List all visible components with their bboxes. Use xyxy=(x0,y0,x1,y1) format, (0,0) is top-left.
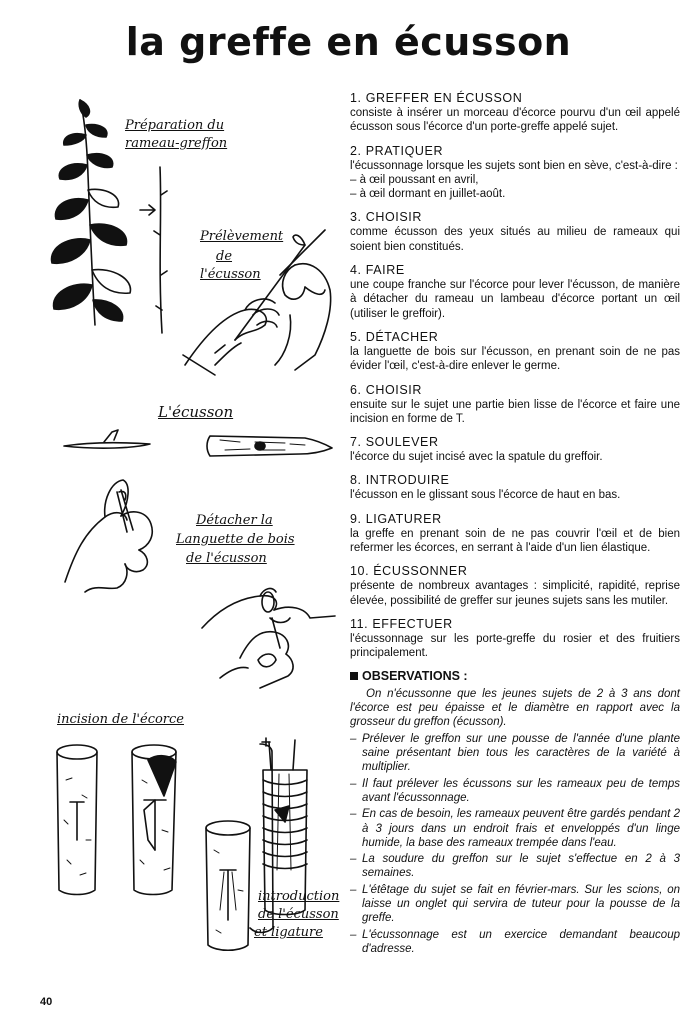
step-block xyxy=(350,209,680,254)
step-block xyxy=(350,434,680,464)
observation-item xyxy=(350,852,680,881)
step-body: l'écusson en le glissant sous l'écorce de haut en bas. xyxy=(350,489,621,502)
observation-item-text: Prélever le greffon sur une pousse de l'année d'une plante saine présentant bien tous les caractères de la variété à multiplier. xyxy=(362,732,680,774)
dash-bullet: – xyxy=(350,853,357,866)
step-heading: 10. ÉCUSSONNER xyxy=(350,564,468,579)
steps-list xyxy=(350,90,680,661)
label-introduction-line2: de l'écusson xyxy=(258,907,339,922)
step-heading: 2. PRATIQUER xyxy=(350,143,444,158)
step-block xyxy=(350,616,680,661)
step-body: l'écussonnage sur les porte-greffe du rosier et des fruitiers principalement. xyxy=(350,632,680,660)
observation-item-text: L'étêtage du sujet se fait en février-mars. Sur les scions, on laisse un onglet qui servira de tuteur pour la pousse de la greffe. xyxy=(362,883,680,925)
step-heading: 3. CHOISIR xyxy=(350,210,422,225)
step-body: l'écussonnage lorsque les sujets sont bien en sève, c'est-à-dire : xyxy=(350,159,678,172)
label-prelevement-line2: de xyxy=(216,249,233,264)
observations-list xyxy=(350,732,680,956)
observation-item xyxy=(350,777,680,806)
step-block xyxy=(350,511,680,556)
step-heading: 4. FAIRE xyxy=(350,263,405,278)
observation-item-text: Il faut prélever les écussons sur les rameaux peu de temps avant l'écussonnage. xyxy=(362,777,680,804)
step-body: la languette de bois sur l'écusson, en prenant soin de ne pas évider l'œil, c'est-à-dire enlever le germe. xyxy=(350,345,680,373)
step-heading: 5. DÉTACHER xyxy=(350,329,439,344)
observation-item xyxy=(350,732,680,775)
step-heading: 1. GREFFER EN ÉCUSSON xyxy=(350,91,523,105)
step-body: la greffe en prenant soin de ne pas couvrir l'œil et de bien refermer les écorces, en serrant à l'aide d'un lien élastique. xyxy=(350,527,680,555)
dash-bullet: – xyxy=(350,883,357,896)
label-introduction-line1: introduction xyxy=(258,889,340,904)
dash-bullet: – xyxy=(350,808,357,821)
dash-bullet: – xyxy=(350,173,360,186)
observation-item xyxy=(350,928,680,957)
observation-item-text: L'écussonnage est un exercice demandant beaucoup d'adresse. xyxy=(362,928,680,955)
step-body: consiste à insérer un morceau d'écorce pourvu d'un œil appelé écusson sous l'écorce d'un porte-greffe appelé sujet. xyxy=(350,107,680,134)
step-body: une coupe franche sur l'écorce pour lever l'écusson, de manière à détacher du rameau un lambeau d'écorce portant un œil (utiliser le greffoir). xyxy=(350,279,680,320)
step-block xyxy=(350,472,680,502)
label-incision: incision de l'écorce xyxy=(57,712,184,727)
step-block xyxy=(350,262,680,321)
page-title: la greffe en écusson xyxy=(125,20,572,64)
step-heading: 6. CHOISIR xyxy=(350,382,422,397)
hands-cutting-illustration xyxy=(175,215,345,375)
square-bullet-icon xyxy=(350,672,358,680)
label-ecusson: L'écusson xyxy=(158,403,234,421)
step-list-item-text: à œil dormant en juillet-août. xyxy=(359,188,506,201)
observations-intro: On n'écussonne que les jeunes sujets de 2 à 3 ans dont l'écorce est peu épaisse et le diamètre en rapport avec la grosseur du greffon (écusson). xyxy=(350,687,680,729)
label-detacher-line2: Languette de bois xyxy=(176,532,295,547)
label-prelevement-line1: Prélèvement xyxy=(200,229,284,244)
label-detacher-line3: de l'écusson xyxy=(186,551,267,566)
page-number: 40 xyxy=(40,996,53,1008)
hands-twig-illustration xyxy=(200,578,340,698)
label-introduction-line3: et ligature xyxy=(254,925,323,940)
dash-bullet: – xyxy=(350,928,357,941)
observation-item-text: En cas de besoin, les rameaux peuvent être gardés pendant 2 à 3 jours dans un endroit frais et enveloppés d'un linge humide, la base des rameaux trempée dans l'eau. xyxy=(362,808,680,849)
dash-bullet: – xyxy=(350,732,357,745)
label-preparation-line2: rameau-greffon xyxy=(125,136,228,151)
step-list-item xyxy=(350,173,680,187)
step-block xyxy=(350,563,680,608)
step-heading: 7. SOULEVER xyxy=(350,435,439,450)
step-body: comme écusson des yeux situés au milieu de rameaux qui soient bien constitués. xyxy=(350,226,680,253)
stump-incision-illustration xyxy=(52,740,192,900)
dash-bullet: – xyxy=(350,188,360,201)
step-list-item xyxy=(350,187,680,201)
step-body: présente de nombreux avantages : simplicité, rapidité, reprise élevée, possibilité de greffer sur jeunes sujets sans les mutiler. xyxy=(350,580,680,607)
dash-bullet: – xyxy=(350,777,357,790)
step-block xyxy=(350,382,680,427)
observation-item xyxy=(350,883,680,926)
step-heading: 9. LIGATURER xyxy=(350,511,442,526)
observations-heading: OBSERVATIONS : xyxy=(350,669,680,683)
hand-detaching-illustration xyxy=(55,472,170,597)
label-prelevement-line3: l'écusson xyxy=(200,267,261,282)
step-heading: 11. EFFECTUER xyxy=(350,616,453,631)
step-block xyxy=(350,143,680,202)
label-detacher-line1: Détacher la xyxy=(196,513,273,528)
observation-item-text: La soudure du greffon sur le sujet s'effectue en 2 à 3 semaines. xyxy=(362,853,680,880)
step-heading: 8. INTRODUIRE xyxy=(350,473,450,488)
step-body: ensuite sur le sujet une partie bien lisse de l'écorce et faire une incision en forme de T. xyxy=(350,398,680,425)
label-preparation-line1: Préparation du xyxy=(125,118,225,133)
observation-item xyxy=(350,807,680,850)
ecusson-pieces-illustration xyxy=(60,428,340,463)
step-block xyxy=(350,329,680,374)
step-block xyxy=(350,90,680,135)
step-list-item-text: à œil poussant en avril, xyxy=(359,173,479,186)
step-body: l'écorce du sujet incisé avec la spatule du greffoir. xyxy=(350,451,603,464)
observations-section xyxy=(350,669,680,957)
instructions-column xyxy=(350,90,680,956)
